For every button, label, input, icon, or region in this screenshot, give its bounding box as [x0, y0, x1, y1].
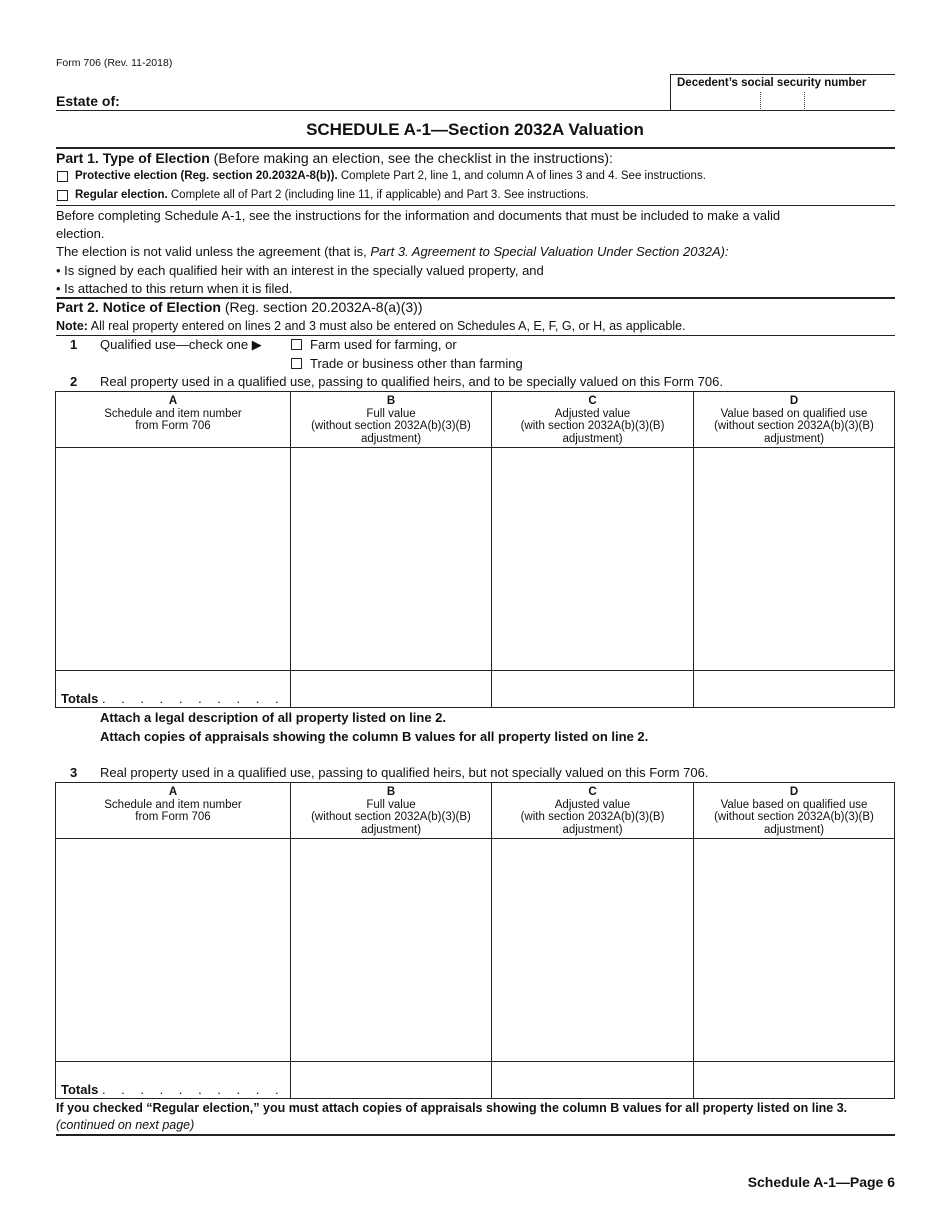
entry-area-col-b[interactable] [292, 840, 490, 1060]
column-desc: (without section 2032A(b)(3)(B) [311, 811, 471, 823]
trade-business-checkbox[interactable] [291, 358, 302, 369]
column-desc: (without section 2032A(b)(3)(B) [311, 420, 471, 432]
ssn-separator [804, 92, 805, 109]
entry-area-col-c[interactable] [493, 840, 692, 1060]
column-desc: adjustment) [360, 432, 422, 445]
column-desc: Schedule and item number [104, 798, 242, 811]
line2-label: Real property used in a qualified use, passing to qualified heirs, and to be specially valued on this Form 706. [100, 374, 723, 389]
title-rule [56, 147, 895, 149]
note-text: All real property entered on lines 2 and 3 must also be entered on Schedules A, E, F, G, or H, as applicable. [90, 319, 686, 333]
continued-note: (continued on next page) [56, 1118, 195, 1132]
totals-label [61, 691, 285, 706]
column-letter: C [588, 786, 597, 798]
note-label: Note: [56, 319, 88, 333]
attach-legal-description: Attach a legal description of all property listed on line 2. [100, 710, 447, 725]
column-letter: D [789, 786, 799, 798]
total-col-c-input[interactable] [493, 1063, 692, 1097]
column-desc: Full value [366, 798, 416, 811]
regular-election-title: Regular election. [75, 189, 168, 201]
column-desc: from Form 706 [135, 420, 211, 432]
column-d-header [694, 395, 894, 445]
column-desc: adjustment) [360, 823, 422, 836]
bullet-attached: • Is attached to this return when it is filed. [56, 281, 293, 296]
instructions-line3 [56, 244, 729, 259]
line3-number: 3 [70, 765, 78, 780]
part2-title: Part 2. Notice of Election [56, 299, 221, 315]
entry-area-col-a[interactable] [57, 840, 289, 1060]
entry-area-col-d[interactable] [695, 840, 893, 1060]
total-col-c-input[interactable] [493, 672, 692, 706]
total-col-d-input[interactable] [695, 1063, 893, 1097]
part1-note: (Before making an election, see the checklist in the instructions): [213, 150, 613, 166]
line2-table [55, 391, 895, 708]
part2-heading [56, 299, 422, 315]
total-col-b-input[interactable] [292, 1063, 490, 1097]
totals-text: Totals [61, 691, 99, 706]
total-col-b-input[interactable] [292, 672, 490, 706]
protective-election-checkbox[interactable] [57, 171, 68, 182]
ssn-input[interactable] [672, 92, 894, 109]
regular-election-label [75, 189, 589, 201]
column-desc: adjustment) [562, 432, 623, 445]
column-letter: B [386, 395, 396, 407]
header-bottom-rule [56, 110, 895, 111]
part2-real-property-note [56, 319, 686, 333]
instructions-line3-agreement: Part 3. Agreement to Special Valuation Under Section 2032A): [370, 244, 729, 259]
column-desc: from Form 706 [135, 811, 211, 823]
line1-label: Qualified use—check one ▶ [100, 337, 262, 352]
part1-title: Part 1. Type of Election [56, 150, 210, 166]
protective-election-text: Complete Part 2, line 1, and column A of lines 3 and 4. See instructions. [340, 170, 706, 182]
bullet-signed: • Is signed by each qualified heir with an interest in the specially valued property, and [56, 263, 544, 278]
instructions-line2: election. [56, 226, 105, 241]
schedule-title: SCHEDULE A-1—Section 2032A Valuation [306, 120, 644, 139]
regular-election-text: Complete all of Part 2 (including line 11, if applicable) and Part 3. See instructions. [170, 189, 589, 201]
totals-row-rule [56, 1061, 894, 1062]
column-letter: C [588, 395, 597, 407]
column-letter: A [168, 395, 178, 407]
column-desc: (with section 2032A(b)(3)(B) [520, 420, 665, 432]
line1-number: 1 [70, 337, 78, 352]
column-c-header [492, 395, 693, 445]
instructions-line1: Before completing Schedule A-1, see the instructions for the information and documents that must be included to make a valid [56, 208, 781, 223]
column-d-header [694, 786, 894, 836]
column-letter: D [789, 395, 799, 407]
column-desc: adjustment) [562, 823, 623, 836]
ssn-label: Decedent’s social security number [677, 77, 867, 89]
ssn-separator [760, 92, 761, 109]
line3-table [55, 782, 895, 1099]
part1-rule [56, 205, 895, 206]
column-a-header [56, 395, 290, 433]
bottom-rule [56, 1134, 895, 1136]
regular-election-checkbox[interactable] [57, 190, 68, 201]
entry-area-col-a[interactable] [57, 449, 289, 669]
column-desc: (without section 2032A(b)(3)(B) [714, 811, 874, 823]
part1-heading [56, 150, 613, 166]
column-letter: A [168, 786, 178, 798]
line3-label: Real property used in a qualified use, passing to qualified heirs, but not specially valued on this Form 706. [100, 765, 709, 780]
totals-text: Totals [61, 1082, 99, 1097]
column-desc: adjustment) [763, 823, 825, 836]
line2-number: 2 [70, 374, 78, 389]
totals-row-rule [56, 670, 894, 671]
regular-election-appraisal-note: If you checked “Regular election,” you must attach copies of appraisals showing the column B values for all property listed on line 3. [56, 1101, 848, 1115]
column-b-header [291, 395, 491, 445]
column-a-header [56, 786, 290, 824]
column-desc: Adjusted value [554, 798, 631, 811]
totals-label [61, 1082, 285, 1097]
instructions-line3-start: The election is not valid unless the agreement (that is, [56, 244, 367, 259]
part2-note-rule [56, 335, 895, 336]
estate-label: Estate of: [56, 93, 120, 109]
column-b-header [291, 786, 491, 836]
header-row-rule [56, 447, 894, 448]
column-desc: (without section 2032A(b)(3)(B) [714, 420, 874, 432]
header-top-rule [670, 74, 895, 75]
column-desc: Value based on qualified use [720, 798, 868, 811]
totals-leader: . . . . . . . . . . [101, 691, 285, 706]
totals-leader: . . . . . . . . . . [101, 1082, 285, 1097]
farm-checkbox[interactable] [291, 339, 302, 350]
ssn-divider [670, 74, 671, 110]
column-desc: (with section 2032A(b)(3)(B) [520, 811, 665, 823]
protective-election-label [75, 170, 706, 182]
column-desc: Full value [366, 407, 416, 420]
part2-note: (Reg. section 20.2032A-8(a)(3)) [224, 299, 423, 315]
column-desc: Value based on qualified use [720, 407, 868, 420]
protective-election-title: Protective election (Reg. section 20.2032A-8(b)). [75, 170, 338, 182]
column-desc: Adjusted value [554, 407, 631, 420]
column-desc: Schedule and item number [104, 407, 242, 420]
farm-label: Farm used for farming, or [310, 337, 457, 352]
header-row-rule [56, 838, 894, 839]
entry-area-col-d[interactable] [695, 449, 893, 669]
column-desc: adjustment) [763, 432, 825, 445]
estate-name-input[interactable] [140, 90, 665, 109]
form-number: Form 706 (Rev. 11-2018) [56, 57, 173, 69]
column-c-header [492, 786, 693, 836]
page-footer: Schedule A-1—Page 6 [747, 1174, 895, 1190]
column-letter: B [386, 786, 396, 798]
entry-area-col-c[interactable] [493, 449, 692, 669]
trade-business-label: Trade or business other than farming [310, 356, 523, 371]
entry-area-col-b[interactable] [292, 449, 490, 669]
total-col-d-input[interactable] [695, 672, 893, 706]
attach-appraisals-line2: Attach copies of appraisals showing the column B values for all property listed on line 2. [100, 729, 649, 744]
